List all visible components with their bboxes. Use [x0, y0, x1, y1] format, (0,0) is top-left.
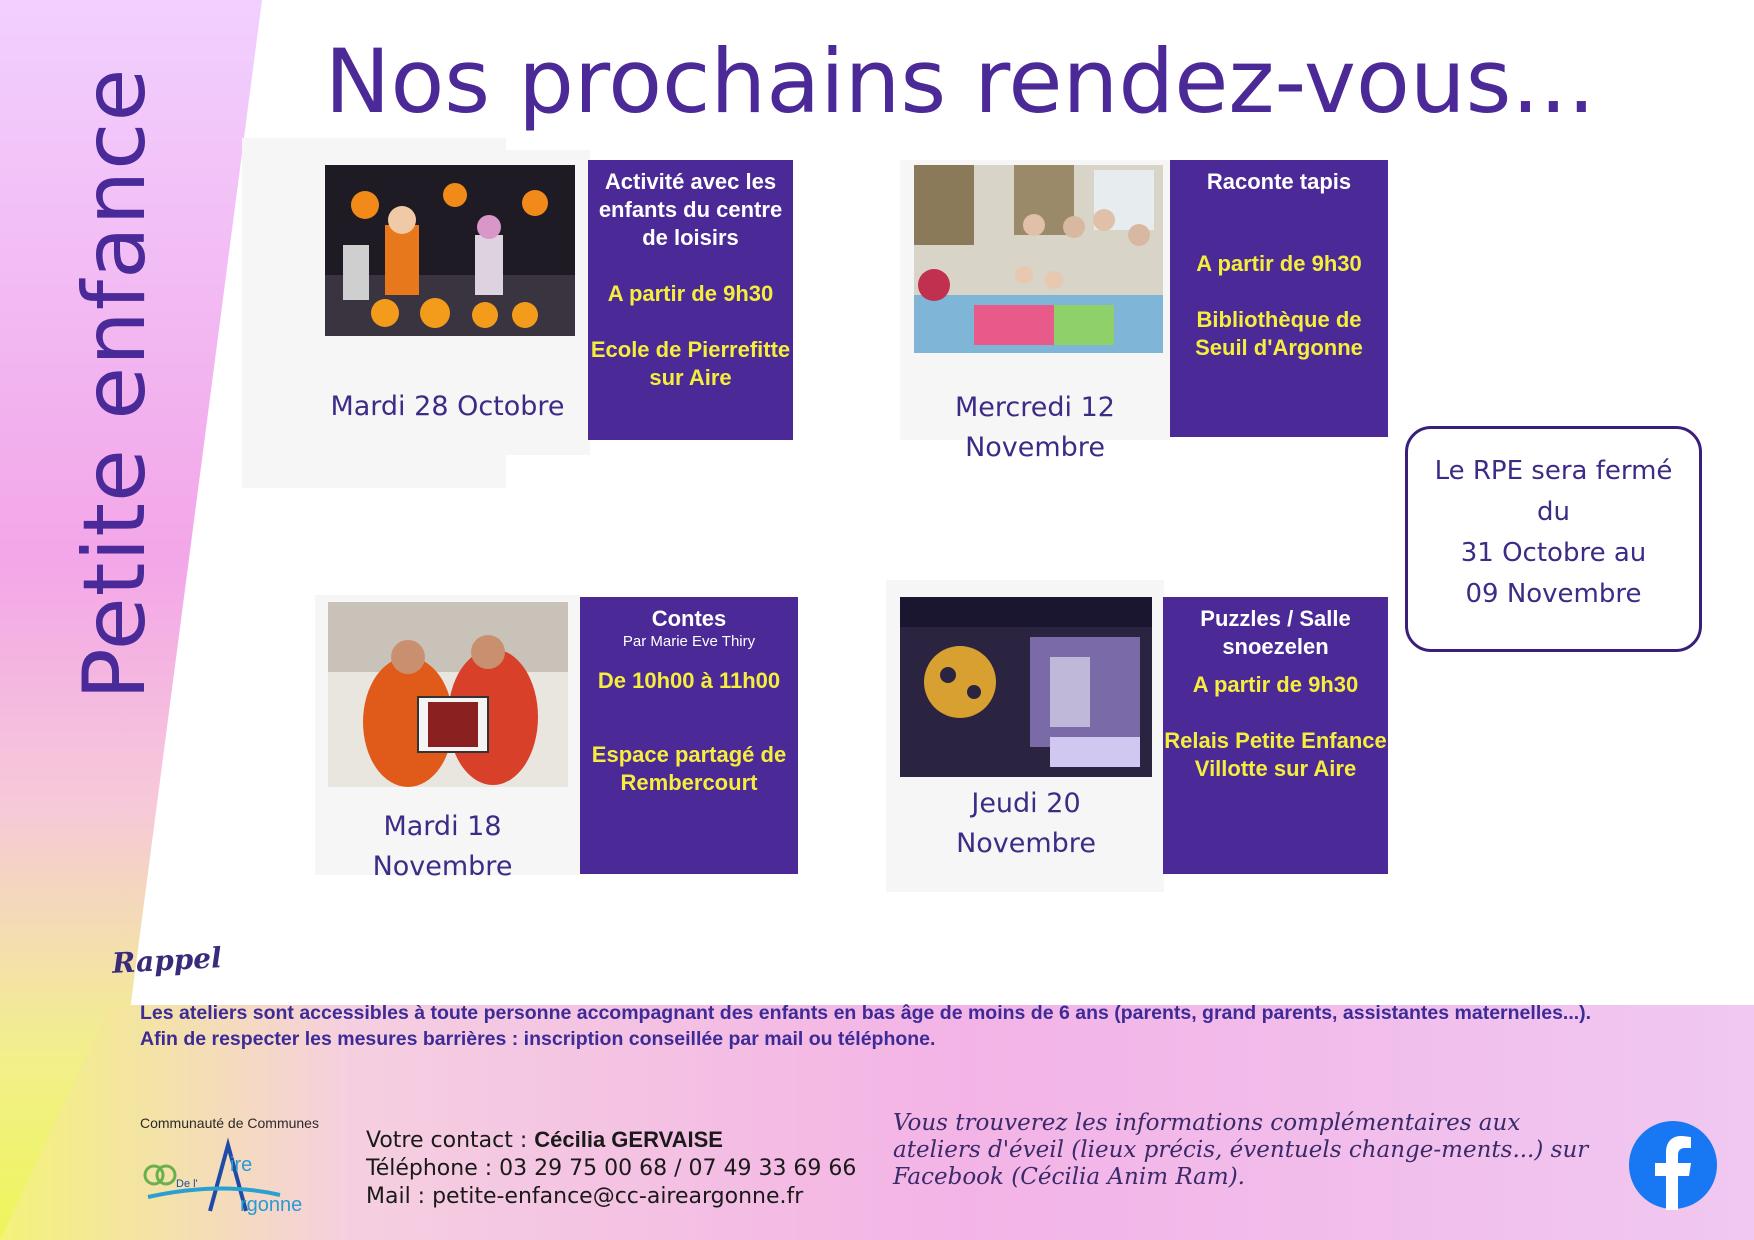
contact-mail[interactable]: Mail : petite-enfance@cc-aireargonne.fr [366, 1184, 804, 1209]
event-date [892, 784, 1160, 864]
event-info-box [1163, 597, 1388, 874]
event-time: De 10h00 à 11h00 [597, 668, 781, 693]
event-date-line1: Mercredi 12 [955, 392, 1115, 423]
facebook-icon[interactable] [1628, 1120, 1718, 1210]
event-time: A partir de 9h30 [1192, 672, 1359, 697]
event-time: A partir de 9h30 [607, 281, 774, 306]
page-title: Nos prochains rendez-vous... [324, 30, 1596, 133]
event-date [315, 807, 570, 887]
rappel-line1: Les ateliers sont accessibles à toute personne accompagnant des enfants en bas âge de moins de 6 ans (parents, grand parents, assistantes maternelles...). [140, 1002, 1592, 1024]
event-date: Mardi 28 Octobre [330, 391, 565, 422]
closure-line2: du [1537, 497, 1570, 527]
logo-word-argonne: rgonne [240, 1194, 303, 1215]
event-date-line1: Mardi 18 [383, 811, 502, 842]
facebook-note: Vous trouverez les informations complémentaires aux ateliers d'éveil (lieux précis, éventuels change-ments...) sur Facebook (Cécilia Anim Ram). [893, 1110, 1589, 1190]
event-activity: Activité avec les enfants du centre de loisirs [598, 169, 783, 250]
event-date-line2: Novembre [956, 828, 1096, 859]
event-subtitle: Par Marie Eve Thiry [622, 633, 756, 650]
event-info-box [588, 160, 793, 440]
event-info-box [580, 597, 798, 874]
event-place: Espace partagé de Rembercourt [591, 742, 787, 795]
event-place: Relais Petite Enfance Villotte sur Aire [1164, 728, 1387, 781]
event-date-line1: Jeudi 20 [971, 788, 1081, 819]
snoezelen-photo [900, 597, 1152, 777]
event-date [905, 388, 1165, 468]
logo-mark-icon [140, 1131, 340, 1215]
event-date-line2: Novembre [372, 851, 513, 882]
organization-logo [140, 1115, 340, 1215]
contact-name: Cécilia GERVAISE [534, 1127, 723, 1152]
rappel-text [140, 1000, 1750, 1052]
rappel-line2: Afin de respecter les mesures barrières : inscription conseillée par mail ou téléphone. [140, 1028, 936, 1050]
event-activity: Raconte tapis [1206, 169, 1352, 194]
closure-line4: 09 Novembre [1465, 579, 1642, 609]
storyteller-photo [328, 602, 568, 787]
contact-phone: Téléphone : 03 29 75 00 68 / 07 49 33 69 66 [366, 1156, 857, 1181]
logo-word-de: De l' [176, 1178, 198, 1190]
event-activity: Contes [651, 606, 727, 631]
closure-line3: 31 Octobre au [1460, 538, 1647, 568]
event-info-box [1170, 160, 1388, 437]
closure-line1: Le RPE sera fermé [1434, 456, 1673, 486]
library-photo [914, 165, 1163, 353]
halloween-photo [325, 165, 575, 336]
logo-word-aire: ire [230, 1154, 253, 1176]
event-place: Ecole de Pierrefitte sur Aire [590, 337, 791, 390]
rappel-title: Rappel [111, 941, 223, 980]
logo-top-text: Communauté de Communes [140, 1115, 319, 1131]
contact-block [366, 1126, 856, 1211]
closure-notice [1405, 426, 1702, 652]
event-time: A partir de 9h30 [1196, 251, 1362, 276]
event-place: Bibliothèque de Seuil d'Argonne [1195, 307, 1363, 360]
event-date-line2: Novembre [965, 432, 1105, 463]
event-activity: Puzzles / Salle snoezelen [1200, 606, 1351, 659]
side-title: Petite enfance [65, 67, 165, 700]
contact-line [366, 1126, 856, 1155]
contact-label: Votre contact : [366, 1128, 535, 1153]
